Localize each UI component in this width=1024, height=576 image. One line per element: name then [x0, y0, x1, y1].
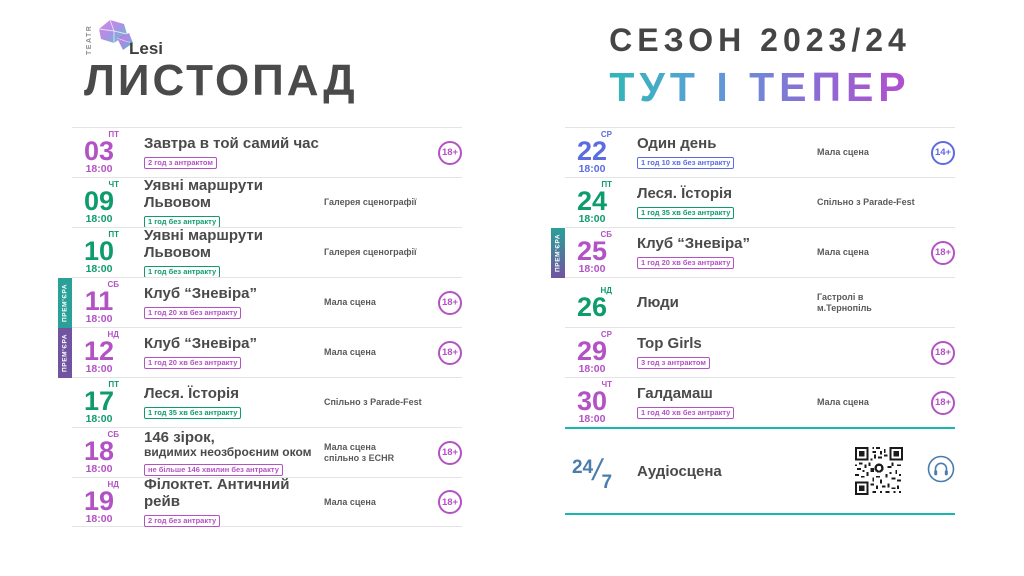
event-location: Галерея сценографії — [324, 247, 417, 257]
headphones-icon — [927, 455, 955, 488]
event-date-number: 17 — [83, 386, 115, 416]
event-time: 18:00 — [578, 263, 606, 275]
event-date — [72, 230, 126, 275]
event-title: Галдамаш — [637, 385, 713, 402]
event-day: ПТ — [601, 180, 612, 189]
event-location: Гастролі в м.Тернопіль — [817, 291, 872, 313]
event-day: НД — [600, 285, 612, 295]
event-row — [72, 477, 462, 527]
duration-tag: 1 год 20 хв без антракту — [144, 357, 241, 369]
premiere-ribbon: ПРЕМ'ЄРА — [58, 278, 72, 328]
event-info — [126, 285, 324, 320]
event-time: 18:00 — [578, 163, 606, 175]
event-location: Спільно з Parade-Fest — [817, 197, 915, 207]
event-date — [72, 480, 126, 525]
event-date-number: 30 — [576, 386, 608, 416]
age-badge: 18+ — [438, 441, 462, 465]
event-date-number: 12 — [83, 336, 115, 366]
logo-lesi-label: Lesi — [129, 39, 164, 58]
event-title: Леся. Їсторія — [144, 385, 239, 402]
qr-code — [855, 447, 903, 495]
event-location: Мала сцена — [817, 247, 869, 257]
event-day: НД — [107, 479, 119, 489]
event-title: Уявні маршрути Львовом — [144, 176, 263, 211]
event-row — [72, 377, 462, 427]
audio-stage-title: Аудіосцена — [637, 462, 722, 480]
event-day: ПТ — [108, 130, 119, 139]
event-date — [72, 180, 126, 225]
always-open-label: 24/7 — [571, 454, 613, 493]
age-badge: 18+ — [931, 341, 955, 365]
duration-tag: 1 год 40 хв без антракту — [637, 407, 734, 419]
event-date-number: 11 — [84, 286, 114, 316]
event-date — [565, 330, 619, 375]
event-time: 18:00 — [85, 512, 113, 525]
event-info — [619, 335, 817, 370]
event-date — [72, 380, 126, 425]
event-row — [565, 177, 955, 227]
age-badge: 18+ — [931, 391, 955, 415]
event-day: СБ — [600, 230, 612, 239]
audio-stage-section — [565, 427, 955, 515]
month-title: ЛИСТОПАД — [84, 56, 358, 105]
event-time: 18:00 — [85, 263, 113, 275]
event-title: Один день — [637, 135, 717, 152]
event-location: Мала сцена — [817, 397, 869, 407]
event-location: Мала сцена спільно з ECHR — [324, 441, 395, 463]
event-row — [72, 427, 462, 477]
event-info — [619, 185, 817, 220]
season-schedule — [554, 127, 955, 515]
event-date — [72, 280, 126, 325]
event-row — [61, 277, 462, 327]
event-time: 18:00 — [85, 413, 113, 425]
event-info — [126, 177, 324, 229]
age-badge: 18+ — [438, 291, 462, 315]
event-time: 18:00 — [85, 213, 113, 225]
event-location: Мала сцена — [324, 496, 376, 507]
event-info — [619, 294, 817, 311]
event-location: Мала сцена — [324, 297, 376, 307]
event-time: 18:00 — [85, 163, 113, 175]
event-row — [565, 377, 955, 427]
event-time: 18:00 — [578, 413, 606, 425]
duration-tag: 1 год 20 хв без антракту — [637, 257, 734, 269]
event-date-number: 10 — [83, 236, 115, 266]
event-info — [619, 385, 817, 420]
event-date-number: 19 — [83, 485, 115, 516]
event-date — [72, 430, 126, 475]
event-day: СР — [600, 130, 612, 139]
premiere-ribbon: ПРЕМ'ЄРА — [551, 228, 565, 278]
event-title: Top Girls — [637, 335, 702, 352]
event-day: СБ — [107, 280, 119, 289]
duration-tag: 2 год без антракту — [144, 515, 220, 527]
event-info — [126, 476, 324, 528]
event-day: СР — [600, 330, 612, 339]
event-location: Галерея сценографії — [324, 197, 417, 207]
duration-tag: 1 год без антракту — [144, 216, 220, 228]
event-row — [554, 227, 955, 277]
event-date-number: 03 — [83, 136, 115, 166]
event-date-number: 22 — [576, 136, 608, 166]
duration-tag: 1 год 35 хв без антракту — [144, 407, 241, 419]
event-info — [619, 135, 817, 170]
event-date — [72, 330, 126, 375]
duration-tag: 1 год без антракту — [144, 266, 220, 278]
premiere-ribbon: ПРЕМ'ЄРА — [58, 328, 72, 378]
event-day: ПТ — [108, 380, 119, 389]
event-day: ПТ — [108, 230, 119, 239]
duration-tag: 3 год з антрактом — [637, 357, 710, 369]
event-time: 18:00 — [85, 363, 113, 375]
event-date-number: 09 — [83, 186, 115, 216]
event-date — [565, 130, 619, 175]
event-info — [126, 429, 324, 477]
event-row — [61, 327, 462, 377]
event-row — [565, 277, 955, 327]
event-location: Спільно з Parade-Fest — [324, 397, 422, 407]
event-day: СБ — [107, 430, 119, 439]
age-badge: 18+ — [438, 341, 462, 365]
event-date — [565, 180, 619, 225]
event-date — [565, 230, 619, 275]
event-date — [72, 130, 126, 175]
duration-tag: 1 год 35 хв без антракту — [637, 207, 734, 219]
event-time: 18:00 — [578, 213, 606, 225]
event-title: 146 зірок, — [144, 428, 215, 446]
event-location: Мала сцена — [324, 347, 376, 357]
event-time: 18:00 — [85, 463, 113, 475]
age-badge: 14+ — [931, 141, 955, 165]
event-row — [72, 127, 462, 177]
event-title: Клуб “Зневіра” — [144, 335, 257, 352]
event-title: Клуб “Зневіра” — [637, 235, 750, 252]
event-time: 18:00 — [578, 363, 606, 375]
event-location: Мала сцена — [817, 147, 869, 157]
event-date-number: 18 — [83, 436, 115, 466]
age-badge: 18+ — [438, 490, 462, 514]
event-row — [72, 227, 462, 277]
event-date-number: 24 — [576, 186, 608, 216]
event-title: Уявні маршрути Львовом — [144, 226, 263, 261]
event-title-line2: видимих неозброєним оком — [144, 444, 312, 459]
event-date-number: 26 — [576, 291, 608, 322]
duration-tag: 2 год з антрактом — [144, 157, 217, 169]
logo-teatr-label: TEATR — [86, 24, 93, 56]
event-date — [565, 380, 619, 425]
age-badge: 18+ — [438, 141, 462, 165]
event-title: Завтра в той самий час — [144, 135, 319, 152]
event-info — [126, 385, 324, 420]
event-day: ЧТ — [108, 180, 119, 189]
event-info — [126, 335, 324, 370]
event-info — [619, 235, 817, 270]
event-row — [565, 127, 955, 177]
event-row — [72, 177, 462, 227]
season-title: СЕЗОН 2023/24 — [609, 22, 911, 58]
theater-logo — [86, 18, 163, 57]
november-schedule — [61, 127, 462, 527]
event-title: Клуб “Зневіра” — [144, 285, 257, 302]
season-slogan: ТУТ І ТЕПЕР — [565, 64, 955, 111]
duration-tag: 1 год 20 хв без антракту — [144, 307, 241, 319]
duration-tag: 1 год 10 хв без антракту — [637, 157, 734, 169]
event-date — [565, 286, 619, 320]
duration-tag: не більше 146 хвилин без антракту — [144, 464, 283, 476]
event-time: 18:00 — [85, 313, 113, 325]
event-title: Філоктет. Античний рейв — [144, 476, 290, 510]
event-title: Люди — [637, 294, 679, 311]
event-date-number: 29 — [576, 336, 608, 366]
event-day: НД — [107, 330, 119, 339]
age-badge: 18+ — [931, 241, 955, 265]
event-info — [126, 227, 324, 279]
event-row — [565, 327, 955, 377]
event-info — [126, 135, 324, 170]
event-date-number: 25 — [576, 236, 608, 266]
event-title: Леся. Їсторія — [637, 185, 732, 202]
event-day: ЧТ — [601, 380, 612, 389]
